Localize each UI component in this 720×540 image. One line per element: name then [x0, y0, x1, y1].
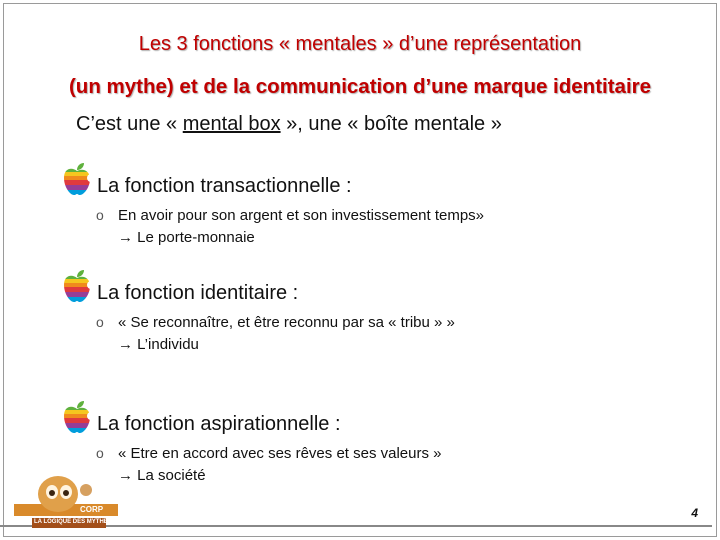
slide-title-line-1: Les 3 fonctions « mentales » d’une représentation [138, 33, 582, 55]
logo-brand-text: CORP [80, 505, 104, 514]
rainbow-apple-icon [62, 400, 92, 434]
arrow-icon: → [118, 229, 133, 246]
rainbow-apple-icon [62, 162, 92, 196]
rainbow-apple-icon [62, 269, 92, 303]
point-transactional-detail [96, 204, 484, 249]
slide-subtitle [76, 113, 502, 136]
detail-line-2: Le porte-monnaie [137, 229, 255, 246]
point-aspirational-detail [96, 442, 442, 487]
detail-line-2: La société [137, 467, 206, 484]
detail-line-1: En avoir pour son argent et son investissement temps» [118, 207, 485, 224]
point-identity-label: La fonction identitaire : [97, 282, 299, 304]
sub-bullet: o [96, 207, 104, 223]
subtitle-underlined: mental box [182, 113, 281, 135]
sub-bullet: o [96, 445, 104, 461]
point-aspirational-label: La fonction aspirationnelle : [97, 413, 341, 435]
point-identity-detail [96, 311, 455, 356]
detail-line-1: « Etre en accord avec ses rêves et ses valeurs » [118, 445, 442, 462]
subtitle-suffix: », une « boîte mentale » [280, 113, 502, 135]
arrow-icon: → [118, 336, 133, 353]
detail-line-1: « Se reconnaître, et être reconnu par sa « tribu » » [118, 314, 455, 331]
slide-title-line-2: (un mythe) et de la communication d’une marque identitaire [68, 75, 652, 98]
sub-bullet: o [96, 314, 104, 330]
page-number: 4 [691, 506, 698, 520]
detail-line-2: L’individu [137, 336, 199, 353]
point-transactional-label: La fonction transactionnelle : [97, 175, 352, 197]
subtitle-prefix: C’est une « [76, 113, 183, 135]
arrow-icon: → [118, 467, 133, 484]
logo-tagline: LA LOGIQUE DES MYTHES [34, 519, 112, 525]
